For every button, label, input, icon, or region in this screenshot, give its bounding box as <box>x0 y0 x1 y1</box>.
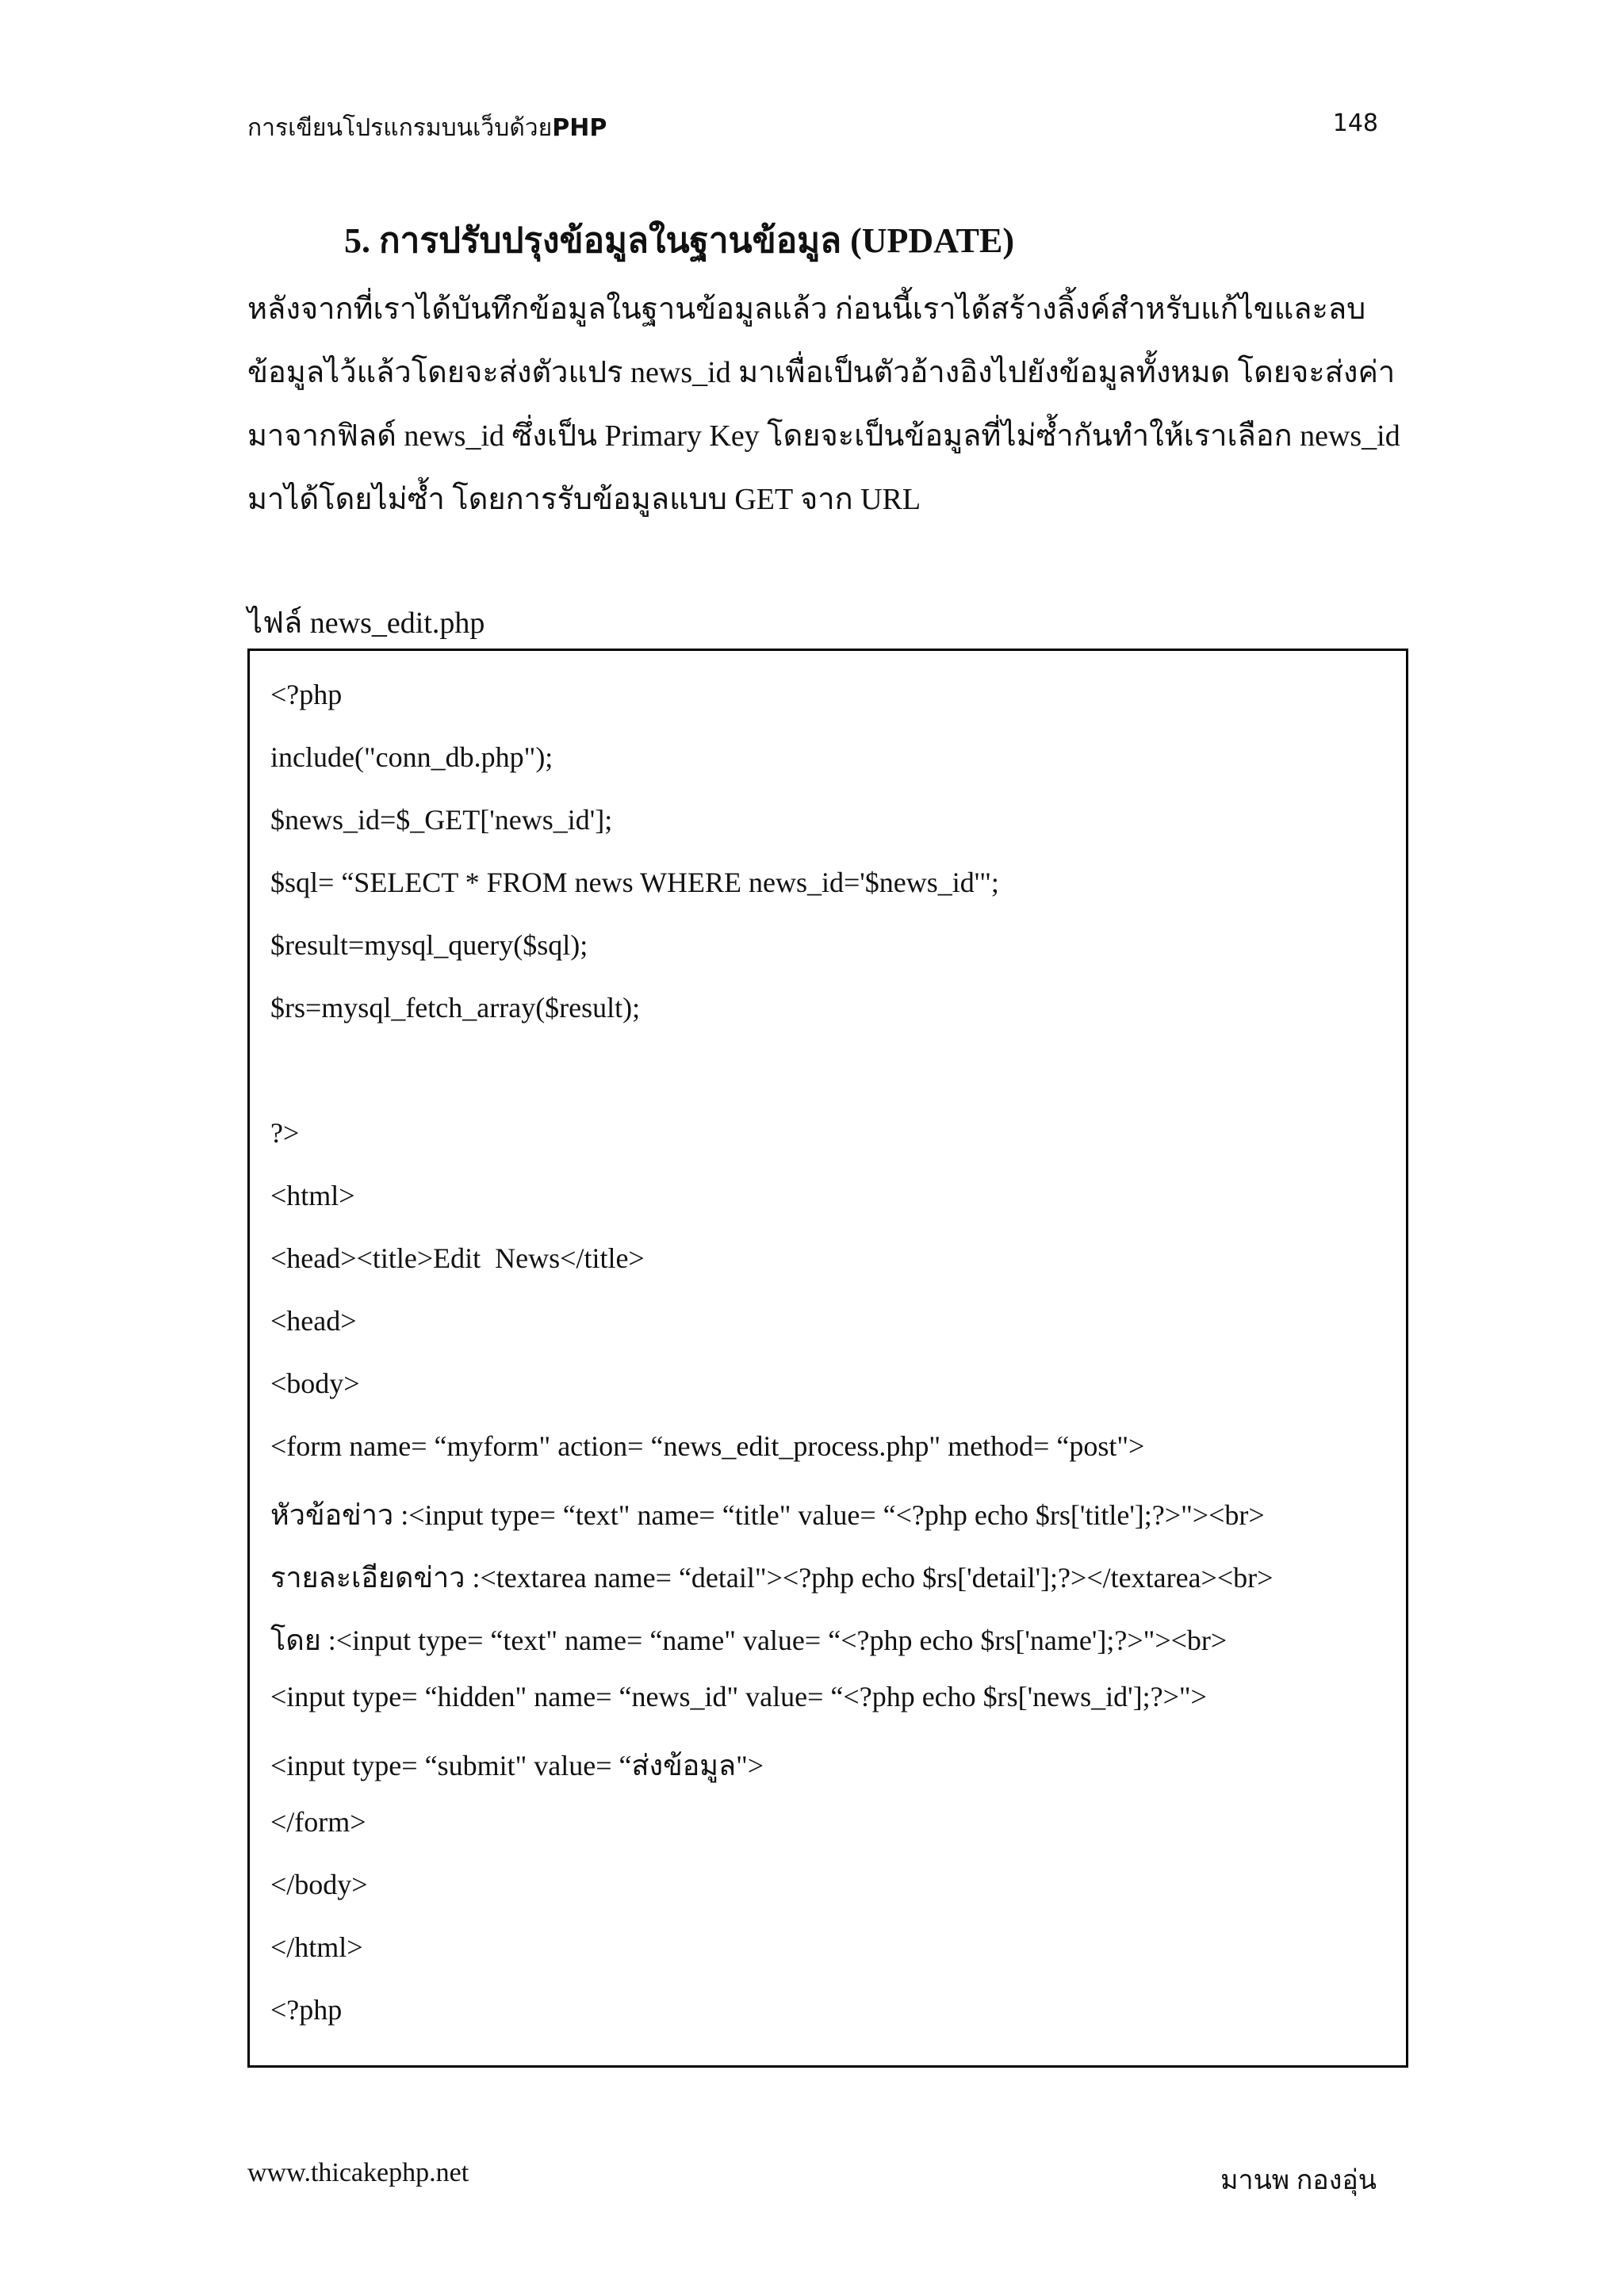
section-title: 5. การปรับปรุงข้อมูลในฐานข้อมูล (UPDATE) <box>344 221 1015 260</box>
code-line: $news_id=$_GET['news_id']; <box>270 804 613 836</box>
intro-line: ข้อมูลไว้แล้วโดยจะส่งตัวแปร news_id มาเพื่อเป็นตัวอ้างอิงไปยังข้อมูลทั้งหมด โดยจะส่งค่า <box>247 356 1396 389</box>
code-line: หัวข้อข่าว :<input type= “text" name= “title" value= “<?php echo $rs['title'];?>"><br> <box>270 1499 1265 1531</box>
code-line: include("conn_db.php"); <box>270 741 553 773</box>
running-title-thai: การเขียนโปรแกรมบนเว็บด้วย <box>247 114 553 142</box>
intro-line: มาจากฟิลด์ news_id ซึ่งเป็น Primary Key โดยจะเป็นข้อมูลที่ไม่ซ้ำกันทำให้เราเลือก news_id <box>247 419 1400 453</box>
code-line: </form> <box>270 1806 366 1838</box>
page-header <box>247 103 1378 143</box>
page-number: 148 <box>1332 109 1378 137</box>
code-line: โดย :<input type= “text" name= “name" value= “<?php echo $rs['name'];?>"><br> <box>270 1624 1228 1656</box>
code-line: <form name= “myform" action= “news_edit_process.php" method= “post"> <box>270 1430 1145 1462</box>
code-line: $sql= “SELECT * FROM news WHERE news_id='$news_id'"; <box>270 867 999 898</box>
intro-line: หลังจากที่เราได้บันทึกข้อมูลในฐานข้อมูลแล้ว ก่อนนี้เราได้สร้างลิ้งค์สำหรับแก้ไขและลบ <box>247 293 1366 326</box>
code-listing <box>247 649 1408 2068</box>
footer-author: มานพ กองอุ่น <box>1220 2166 1377 2195</box>
code-line: $result=mysql_query($sql); <box>270 929 588 961</box>
code-line: <body> <box>270 1368 360 1399</box>
code-line: <html> <box>270 1180 355 1211</box>
code-line: <input type= “hidden" name= “news_id" value= “<?php echo $rs['news_id'];?>"> <box>270 1681 1207 1712</box>
intro-line: มาได้โดยไม่ซ้ำ โดยการรับข้อมูลแบบ GET จาก URL <box>247 483 921 516</box>
code-line: <head> <box>270 1305 357 1337</box>
code-line: <head><title>Edit News</title> <box>270 1242 645 1274</box>
code-line: ?> <box>270 1117 300 1149</box>
code-line: <?php <box>270 679 343 710</box>
file-label: ไฟล์ news_edit.php <box>247 607 485 640</box>
code-line: <input type= “submit" value= “ส่งข้อมูล"> <box>270 1750 764 1781</box>
code-line: $rs=mysql_fetch_array($result); <box>270 992 641 1024</box>
code-line: <?php <box>270 1994 343 2026</box>
code-line: </html> <box>270 1931 363 1963</box>
footer-website: www.thicakephp.net <box>247 2158 469 2187</box>
code-line: รายละเอียดข่าว :<textarea name= “detail"><?php echo $rs['detail'];?></textarea><br> <box>270 1562 1274 1594</box>
code-line: </body> <box>270 1869 368 1900</box>
running-title-php: PHP <box>552 114 607 142</box>
running-title <box>247 109 607 147</box>
